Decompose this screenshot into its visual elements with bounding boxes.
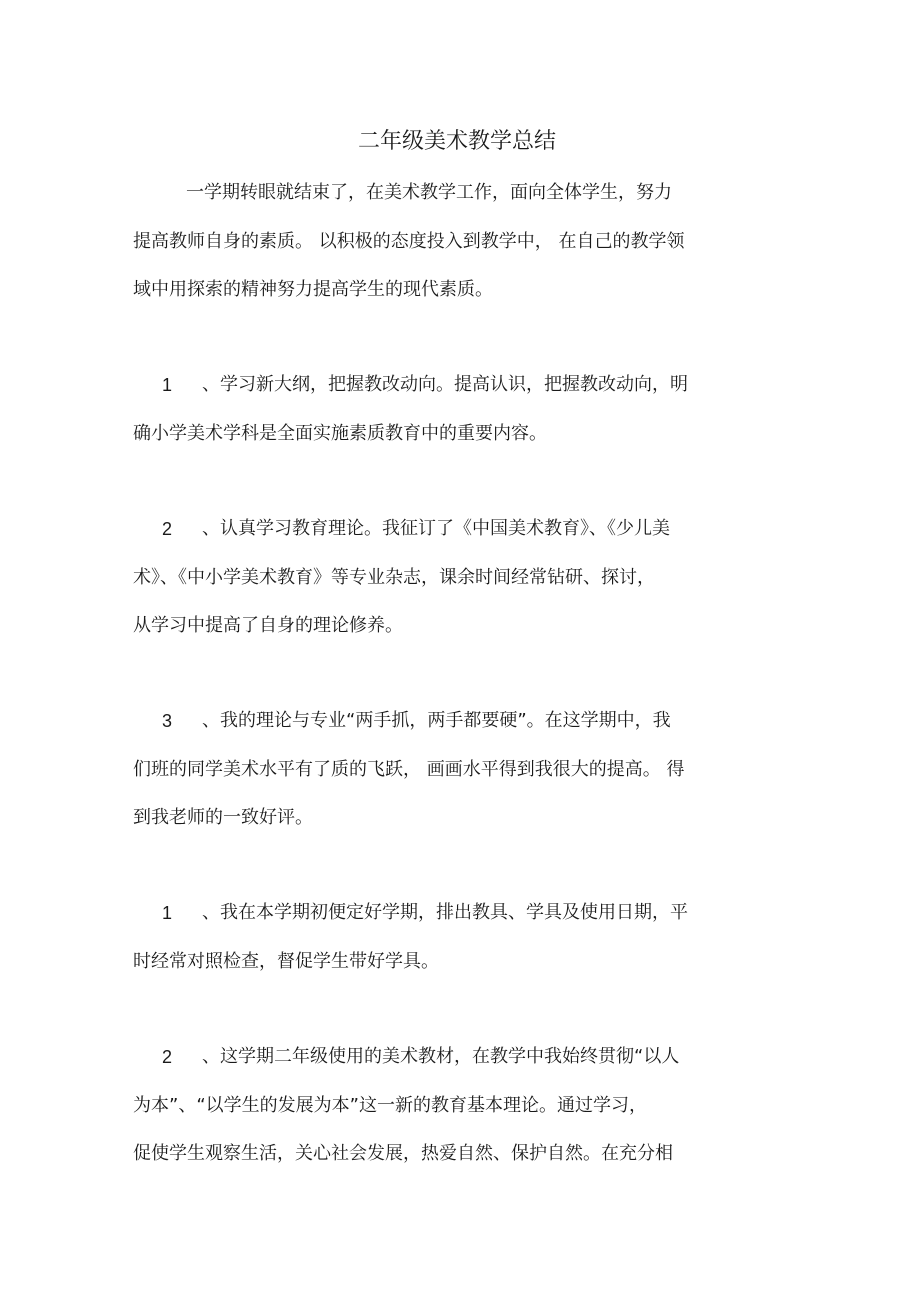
page-title: 二年级美术教学总结 [357, 129, 556, 154]
item-number: 2 [162, 519, 173, 539]
item-number: 1 [162, 375, 173, 395]
intro-line: 一学期转眼就结束了，在美术教学工作，面向全体学生，努力 [186, 182, 672, 203]
item-line: 们班的同学美术水平有了质的飞跃， 画画水平得到我很大的提高。 得 [133, 759, 685, 780]
item-number: 1 [162, 903, 173, 923]
item-line: 、我在本学期初便定好学期，排出教具、学具及使用日期，平 [202, 902, 688, 923]
item-number: 2 [162, 1047, 173, 1067]
item-line: 从学习中提高了自身的理论修养。 [133, 615, 403, 636]
item-line: 术》、《中小学美术教育》等专业杂志，课余时间经常钻研、探讨， [133, 567, 655, 588]
item-line: 、我的理论与专业“两手抓，两手都要硬”。在这学期中，我 [202, 710, 671, 731]
intro-line: 域中用探索的精神努力提高学生的现代素质。 [133, 279, 493, 300]
item-line: 、认真学习教育理论。我征订了《中国美术教育》、《少儿美 [202, 518, 670, 539]
item-line: 、学习新大纲，把握教改动向。提高认识，把握教改动向，明 [202, 374, 688, 395]
item-line: 为本”、“以学生的发展为本”这一新的教育基本理论。通过学习， [133, 1095, 647, 1116]
item-line: 确小学美术学科是全面实施素质教育中的重要内容。 [133, 423, 547, 444]
item-line: 促使学生观察生活，关心社会发展，热爱自然、保护自然。在充分相 [133, 1143, 673, 1164]
intro-line: 提高教师自身的素质。 以积极的态度投入到教学中， 在自己的教学领 [133, 231, 685, 252]
item-number: 3 [162, 711, 173, 731]
item-line: 时经常对照检查，督促学生带好学具。 [133, 951, 439, 972]
item-line: 、这学期二年级使用的美术教材，在教学中我始终贯彻“以人 [202, 1046, 680, 1067]
item-line: 到我老师的一致好评。 [133, 807, 313, 828]
